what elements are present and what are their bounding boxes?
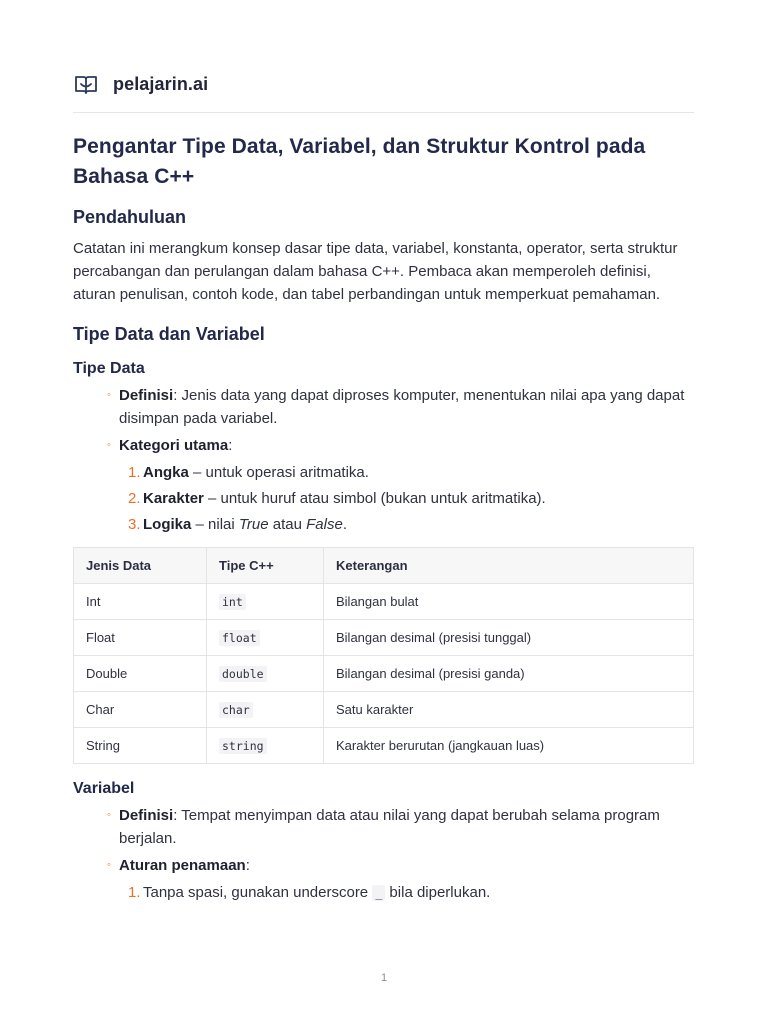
bullet-marker: ◦ — [107, 809, 111, 821]
table-row — [74, 656, 694, 692]
list-number: 1. — [128, 884, 141, 901]
table-cell — [207, 620, 324, 656]
column-header: Keterangan — [324, 548, 694, 584]
bullet-marker: ◦ — [107, 859, 111, 871]
code-snippet: string — [219, 738, 267, 754]
column-header: Tipe C++ — [207, 548, 324, 584]
list-number: 3. — [128, 516, 141, 533]
tipe-data-bullets — [107, 384, 694, 457]
item-text: – untuk huruf atau simbol (bukan untuk aritmatika). — [203, 490, 546, 507]
table-cell: Double — [74, 656, 207, 692]
definisi-label: Definisi — [119, 387, 174, 404]
item-text: – untuk operasi aritmatika. — [188, 464, 369, 481]
data-type-table — [73, 547, 694, 764]
list-item — [107, 804, 694, 850]
kategori-label: Kategori utama — [119, 437, 229, 454]
book-smile-icon — [73, 71, 99, 97]
item-text: . — [342, 516, 347, 533]
list-item — [107, 854, 694, 877]
table-cell — [207, 584, 324, 620]
list-item — [107, 384, 694, 430]
table-cell — [207, 656, 324, 692]
definisi-text: : Tempat menyimpan data atau nilai yang dapat berubah selama program berjalan. — [119, 807, 660, 847]
table-cell: Int — [74, 584, 207, 620]
table-row — [74, 620, 694, 656]
table-cell: Char — [74, 692, 207, 728]
table-cell — [207, 728, 324, 764]
item-text: – nilai — [191, 516, 239, 533]
item-text: atau — [268, 516, 307, 533]
table-row — [74, 728, 694, 764]
table-row — [74, 692, 694, 728]
header-divider — [73, 112, 694, 113]
code-snippet: _ — [372, 885, 385, 901]
item-text: Tanpa spasi, gunakan underscore — [143, 884, 373, 901]
bullet-marker: ◦ — [107, 439, 111, 451]
aturan-label: Aturan penamaan — [119, 857, 246, 874]
table-cell: Satu karakter — [324, 692, 694, 728]
variabel-bullets — [107, 804, 694, 877]
item-bold: Karakter — [143, 490, 204, 507]
aturan-list — [128, 881, 694, 905]
bullet-marker: ◦ — [107, 389, 111, 401]
list-item — [128, 881, 694, 905]
header — [73, 70, 208, 98]
item-italic: False — [306, 516, 343, 533]
table-row — [74, 584, 694, 620]
table-cell — [207, 692, 324, 728]
intro-paragraph: Catatan ini merangkum konsep dasar tipe data, variabel, konstanta, operator, serta struktur percabangan dan perulangan dalam bahasa C++. Pembaca akan memperoleh definisi, aturan penulisan, contoh kode, dan tabel perbandingan untuk memperkuat pemahaman. — [73, 240, 678, 303]
definisi-text: : Jenis data yang dapat diproses komputer, menentukan nilai apa yang dapat disimpan pada variabel. — [119, 387, 685, 427]
code-snippet: char — [219, 702, 253, 718]
code-snippet: double — [219, 666, 267, 682]
table-header-row — [74, 548, 694, 584]
table-cell: Bilangan desimal (presisi ganda) — [324, 656, 694, 692]
list-item — [107, 434, 694, 457]
kategori-list — [128, 461, 694, 536]
document-content — [73, 132, 694, 905]
item-italic: True — [238, 516, 269, 533]
subsection-heading-tipe-data: Tipe Data — [73, 360, 145, 377]
subsection-heading-variabel: Variabel — [73, 780, 135, 797]
intro-heading: Pendahuluan — [73, 207, 187, 227]
definisi-label: Definisi — [119, 807, 174, 824]
document-title: Pengantar Tipe Data, Variabel, dan Struktur Kontrol pada Bahasa C++ — [73, 135, 646, 188]
kategori-suffix: : — [228, 437, 233, 454]
list-item — [128, 461, 694, 484]
table-cell: Float — [74, 620, 207, 656]
list-item — [128, 513, 694, 536]
list-item — [128, 487, 694, 510]
code-snippet: int — [219, 594, 246, 610]
section-heading: Tipe Data dan Variabel — [73, 324, 265, 344]
list-number: 2. — [128, 490, 141, 507]
table-cell: String — [74, 728, 207, 764]
item-bold: Logika — [143, 516, 192, 533]
list-number: 1. — [128, 464, 141, 481]
table-cell: Karakter berurutan (jangkauan luas) — [324, 728, 694, 764]
column-header: Jenis Data — [74, 548, 207, 584]
item-bold: Angka — [143, 464, 189, 481]
page-number: 1 — [380, 972, 388, 984]
table-cell: Bilangan bulat — [324, 584, 694, 620]
table-cell: Bilangan desimal (presisi tunggal) — [324, 620, 694, 656]
brand-name: pelajarin.ai — [113, 73, 209, 94]
aturan-suffix: : — [245, 857, 250, 874]
code-snippet: float — [219, 630, 260, 646]
item-text: bila diperlukan. — [385, 884, 491, 901]
